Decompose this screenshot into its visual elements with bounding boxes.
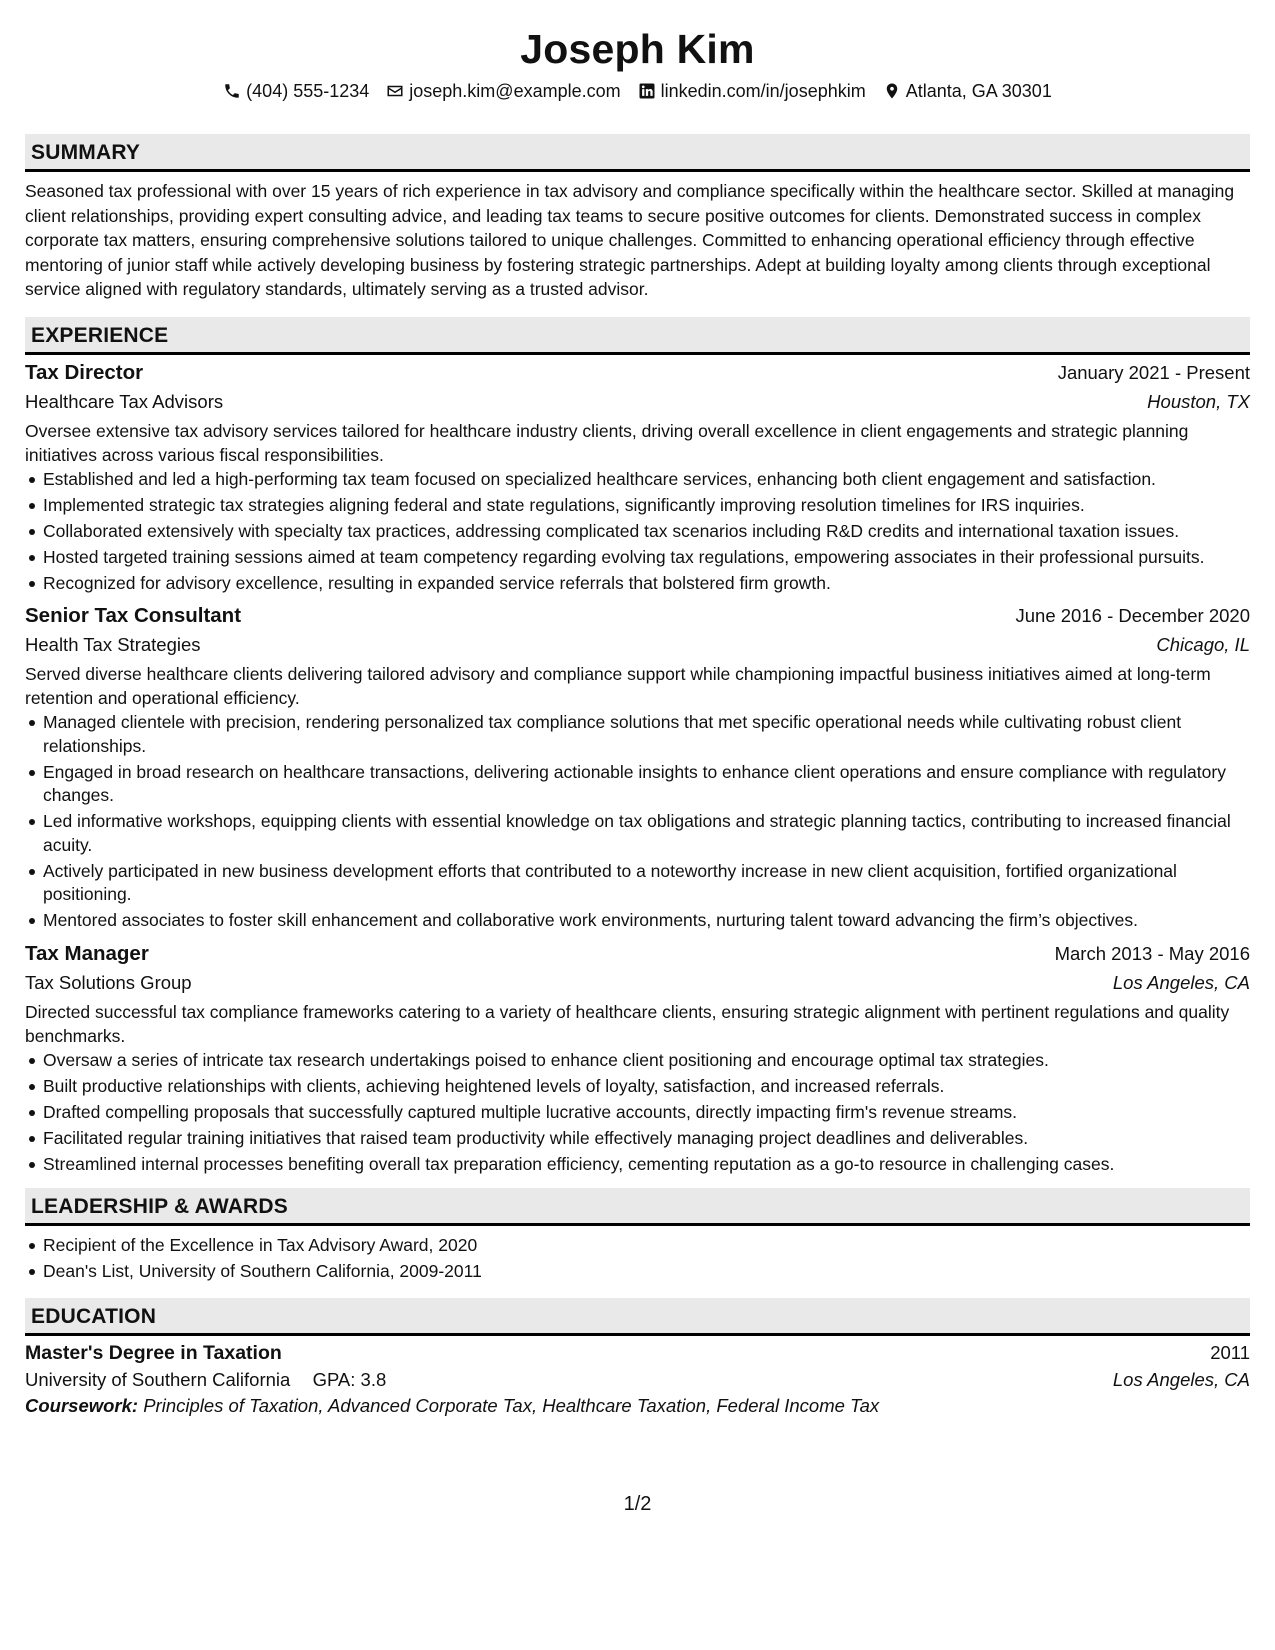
degree-title: Master's Degree in Taxation — [25, 1341, 282, 1364]
page-number: 1/2 — [623, 1493, 652, 1515]
awards-heading: LEADERSHIP & AWARDS — [25, 1188, 1250, 1226]
job-description: Directed successful tax compliance frameworks catering to a variety of healthcare clients, ensuring strategic alignment with pertinent regulations and quality benchmarks. — [25, 1001, 1230, 1046]
phone-icon — [223, 82, 241, 100]
coursework-line — [25, 1395, 1250, 1417]
list-item: Oversaw a series of intricate tax research undertakings poised to enhance client positioning and encourage optimal tax strategies. — [25, 1049, 1250, 1073]
contact-linkedin[interactable] — [638, 81, 866, 102]
experience-heading: EXPERIENCE — [25, 317, 1250, 355]
job-description: Oversee extensive tax advisory services tailored for healthcare industry clients, driving overall excellence in client engagements and strategic planning initiatives across various fiscal responsibilities. — [25, 420, 1189, 465]
job-company: Tax Solutions Group — [25, 971, 192, 993]
job-entry — [25, 361, 1250, 596]
education-entry — [25, 1342, 1250, 1417]
school-name: University of Southern California — [25, 1368, 291, 1390]
contact-phone — [223, 81, 369, 102]
job-description: Served diverse healthcare clients delivering tailored advisory and compliance support while championing impactful business initiatives aimed at long-term retention and operational efficiency. — [25, 664, 1211, 708]
candidate-name: Joseph Kim — [520, 26, 755, 72]
list-item: Led informative workshops, equipping clients with essential knowledge on tax obligations and strategic planning tactics, contributing to increased financial acuity. — [25, 810, 1250, 857]
list-item: Dean's List, University of Southern California, 2009-2011 — [25, 1260, 1250, 1284]
school-line — [25, 1369, 386, 1391]
list-item: Actively participated in new business development efforts that contributed to a noteworthy increase in new client acquisition, fortified organizational positioning. — [25, 860, 1250, 907]
coursework-label: Coursework: — [25, 1394, 139, 1416]
list-item: Facilitated regular training initiatives that raised team productivity while effectively managing project deadlines and deliverables. — [25, 1127, 1250, 1151]
location-text: Atlanta, GA 30301 — [905, 80, 1052, 101]
job-title: Tax Manager — [25, 941, 149, 965]
job-company: Health Tax Strategies — [25, 634, 201, 655]
job-location: Houston, TX — [1147, 390, 1250, 412]
linkedin-icon — [638, 82, 656, 100]
phone-text: (404) 555-1234 — [246, 80, 370, 101]
gpa: GPA: 3.8 — [312, 1368, 387, 1390]
job-bullets — [25, 468, 1250, 596]
list-item: Implemented strategic tax strategies aligning federal and state regulations, significantly improving resolution timelines for IRS inquiries. — [25, 494, 1250, 518]
contact-location — [883, 81, 1052, 102]
list-item: Hosted targeted training sessions aimed at team competency regarding evolving tax regulations, empowering associates in their professional pursuits. — [25, 546, 1250, 570]
linkedin-text: linkedin.com/in/josephkim — [660, 80, 866, 101]
job-company: Healthcare Tax Advisors — [25, 390, 224, 412]
coursework-list: Principles of Taxation, Advanced Corporate Tax, Healthcare Taxation, Federal Income Tax — [143, 1394, 880, 1416]
list-item: Engaged in broad research on healthcare transactions, delivering actionable insights to enhance client operations and ensure compliance with regulatory changes. — [25, 761, 1250, 808]
envelope-icon — [386, 82, 404, 100]
job-dates: June 2016 - December 2020 — [1015, 605, 1250, 626]
job-entry — [25, 604, 1250, 933]
job-dates: March 2013 - May 2016 — [1054, 942, 1250, 964]
job-title: Tax Director — [25, 360, 144, 384]
list-item: Recipient of the Excellence in Tax Advisory Award, 2020 — [25, 1234, 1250, 1258]
map-pin-icon — [883, 82, 901, 100]
job-bullets — [25, 711, 1250, 933]
summary-text: Seasoned tax professional with over 15 years of rich experience in tax advisory and compliance specifically within the healthcare sector. Skilled at managing client relationships, providing expert consulting advice, and leading tax teams to secure positive outcomes for clients. Demonstrated success in complex corporate tax matters, ensuring comprehensive solutions tailored to unique challenges. Committed to enhancing operational efficiency through effective mentoring of junior staff while actively developing business by fostering strategic partnerships. Adept at building loyalty among clients through exceptional service aligned with regulatory standards, ultimately serving as a trusted advisor. — [25, 181, 1235, 299]
job-entry — [25, 942, 1250, 1177]
list-item: Managed clientele with precision, rendering personalized tax compliance solutions that met specific operational needs while cultivating robust client relationships. — [25, 711, 1250, 758]
list-item: Collaborated extensively with specialty tax practices, addressing complicated tax scenarios including R&D credits and international taxation issues. — [25, 520, 1250, 544]
list-item: Streamlined internal processes benefiting overall tax preparation efficiency, cementing reputation as a go-to resource in challenging cases. — [25, 1153, 1250, 1177]
list-item: Mentored associates to foster skill enhancement and collaborative work environments, nurturing talent toward advancing the firm’s objectives. — [25, 909, 1250, 933]
contact-email[interactable] — [386, 81, 620, 102]
list-item: Drafted compelling proposals that successfully captured multiple lucrative accounts, directly impacting firm's revenue streams. — [25, 1101, 1250, 1125]
list-item: Recognized for advisory excellence, resulting in expanded service referrals that bolstered firm growth. — [25, 572, 1250, 596]
job-dates: January 2021 - Present — [1057, 361, 1250, 383]
email-text: joseph.kim@example.com — [409, 80, 621, 101]
resume-page — [25, 0, 1250, 1650]
school-location: Los Angeles, CA — [1112, 1368, 1250, 1390]
job-location: Chicago, IL — [1156, 634, 1250, 655]
list-item: Built productive relationships with clients, achieving heightened levels of loyalty, satisfaction, and increased referrals. — [25, 1075, 1250, 1099]
education-heading: EDUCATION — [25, 1298, 1250, 1336]
job-title: Senior Tax Consultant — [25, 604, 242, 627]
summary-heading: SUMMARY — [25, 134, 1250, 172]
contact-bar — [25, 78, 1250, 104]
graduation-year: 2011 — [1210, 1341, 1250, 1363]
job-bullets — [25, 1049, 1250, 1177]
job-location: Los Angeles, CA — [1112, 971, 1250, 993]
list-item: Established and led a high-performing tax team focused on specialized healthcare services, enhancing both client engagement and satisfaction. — [25, 468, 1250, 492]
awards-list — [25, 1234, 1250, 1284]
